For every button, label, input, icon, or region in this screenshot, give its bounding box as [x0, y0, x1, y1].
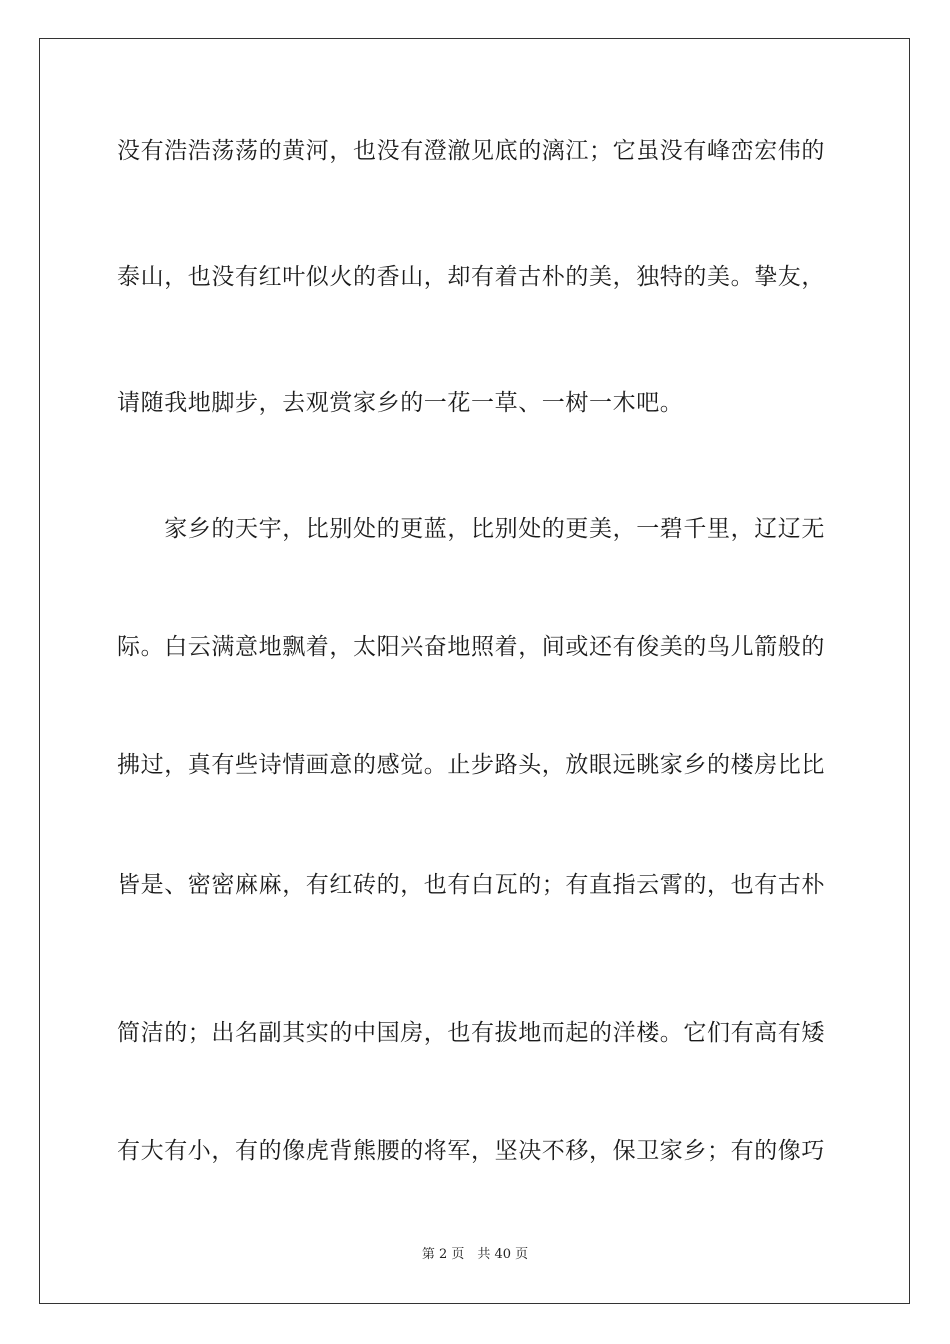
body-text-line-6: 拂过，真有些诗情画意的感觉。止步路头，放眼远眺家乡的楼房比比: [117, 752, 825, 778]
page-border: [39, 38, 910, 1304]
page-number-label: 第 2 页 共 40 页: [421, 1247, 529, 1262]
body-text-line-8: 简洁的；出名副其实的中国房，也有拔地而起的洋楼。它们有高有矮: [117, 1020, 825, 1046]
page-footer: [0, 1246, 950, 1264]
body-text-line-2: 泰山，也没有红叶似火的香山，却有着古朴的美，独特的美。挚友，: [117, 264, 825, 290]
body-text-line-7: 皆是、密密麻麻，有红砖的，也有白瓦的；有直指云霄的，也有古朴: [117, 872, 825, 898]
body-text-line-9: 有大有小，有的像虎背熊腰的将军，坚决不移，保卫家乡；有的像巧: [117, 1138, 825, 1164]
body-text-line-3: 请随我地脚步，去观赏家乡的一花一草、一树一木吧。: [117, 390, 684, 416]
body-text-line-1: 没有浩浩荡荡的黄河，也没有澄澈见底的漓江；它虽没有峰峦宏伟的: [117, 138, 825, 164]
body-text-line-5: 际。白云满意地飘着，太阳兴奋地照着，间或还有俊美的鸟儿箭般的: [117, 634, 825, 660]
body-text-line-4: 家乡的天宇，比别处的更蓝，比别处的更美，一碧千里，辽辽无: [117, 516, 825, 542]
